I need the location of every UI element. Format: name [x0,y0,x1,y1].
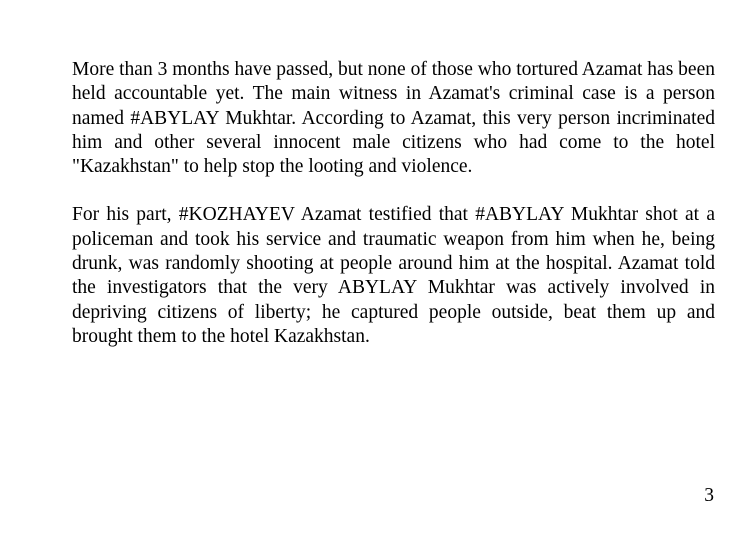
document-body [72,58,715,349]
paragraph-2: For his part, #KOZHAYEV Azamat testified that #ABYLAY Mukhtar shot at a policeman and took his service and traumatic weapon from him when he, being drunk, was randomly shooting at people around him at the hospital. Azamat told the investigators that the very ABYLAY Mukhtar was actively involved in depriving citizens of liberty; he captured people outside, beat them up and brought them to the hotel Kazakhstan. [72,204,715,347]
page-number: 3 [704,485,714,506]
paragraph-1: More than 3 months have passed, but none of those who tortured Azamat has been held accountable yet. The main witness in Azamat's criminal case is a person named #ABYLAY Mukhtar. According to Azamat, this very person incriminated him and other several innocent male citizens who had come to the hotel "Kazakhstan" to help stop the looting and violence. [72,59,715,178]
